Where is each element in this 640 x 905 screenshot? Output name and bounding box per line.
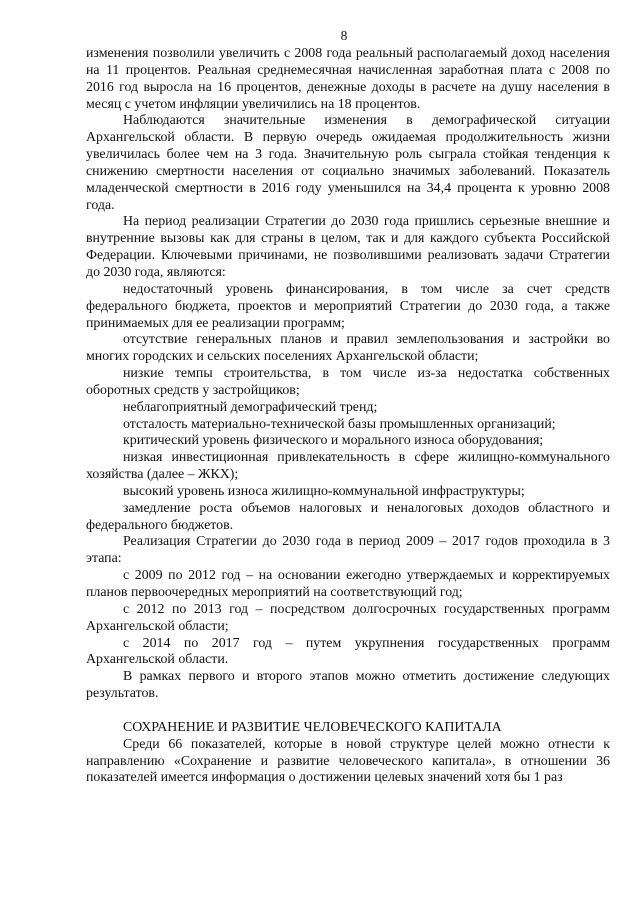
paragraph-challenges: На период реализации Стратегии до 2030 года пришлись серьезные внешние и внутренние вызовы как для страны в целом, так и для каждого субъекта Российской Федерации. Ключевыми причинами, не позволившими реализовать задачи Стратегии до 2030 года, являются: xyxy=(86,214,610,280)
page-number: 8 xyxy=(340,28,348,43)
paragraph-results: В рамках первого и второго этапов можно отметить достижение следующих результатов. xyxy=(86,669,610,702)
list-item: недостаточный уровень финансирования, в том числе за счет средств федерального бюджета, проектов и мероприятий Стратегии до 2030 года, а также принимаемых для ее реализации программ; xyxy=(86,281,610,331)
list-item: низкая инвестиционная привлекательность в сфере жилищно-коммунального хозяйства (далее – ЖКХ); xyxy=(86,450,610,483)
list-item: неблагоприятный демографический тренд; xyxy=(123,399,378,415)
paragraph-demography: Наблюдаются значительные изменения в демографической ситуации Архангельской области. В первую очередь ожидаемая продолжительность жизни увеличилась более чем на 3 года. Значительную роль сыграла стойкая тенденция к снижению смертности населения от социально значимых заболеваний. Показатель младенческой смертности в 2016 году уменьшился на 34,4 процента к уровню 2008 года. xyxy=(86,113,610,213)
list-item: высокий уровень износа жилищно-коммунальной инфраструктуры; xyxy=(123,483,525,499)
list-item: замедление роста объемов налоговых и неналоговых доходов областного и федерального бюджетов. xyxy=(86,500,610,533)
stage-item: с 2012 по 2013 год – посредством долгосрочных государственных программ Архангельской области; xyxy=(86,601,610,634)
list-item: критический уровень физического и морального износа оборудования; xyxy=(123,433,544,449)
paragraph-continuation: изменения позволили увеличить с 2008 года реальный располагаемый доход населения на 11 процентов. Реальная среднемесячная начисленная заработная плата с 2008 по 2016 год выросла на 16 процентов, денежные доходы в расчете на душу населения в месяц с учетом инфляции увеличились на 18 процентов. xyxy=(86,46,610,112)
section-heading: СОХРАНЕНИЕ И РАЗВИТИЕ ЧЕЛОВЕЧЕСКОГО КАПИТАЛА xyxy=(123,719,502,735)
section-spacer xyxy=(86,703,610,720)
paragraph-stages: Реализация Стратегии до 2030 года в период 2009 – 2017 годов проходила в 3 этапа: xyxy=(86,534,610,567)
stage-item: с 2014 по 2017 год – путем укрупнения государственных программ Архангельской области. xyxy=(86,635,610,668)
list-item: отсталость материально-технической базы промышленных организаций; xyxy=(123,416,556,432)
list-item: низкие темпы строительства, в том числе из-за недостатка собственных оборотных средств у застройщиков; xyxy=(86,366,610,398)
stage-item: с 2009 по 2012 год – на основании ежегодно утверждаемых и корректируемых планов первоочередных мероприятий на соответствующий год; xyxy=(86,568,610,600)
list-item: отсутствие генеральных планов и правил землепользования и застройки во многих городских и сельских поселениях Архангельской области; xyxy=(86,332,610,365)
paragraph-human-capital: Среди 66 показателей, которые в новой структуре целей можно отнести к направлению «Сохранение и развитие человеческого капитала», в отношении 36 показателей имеется информация о достижении целевых значений хотя бы 1 раз xyxy=(86,736,610,786)
